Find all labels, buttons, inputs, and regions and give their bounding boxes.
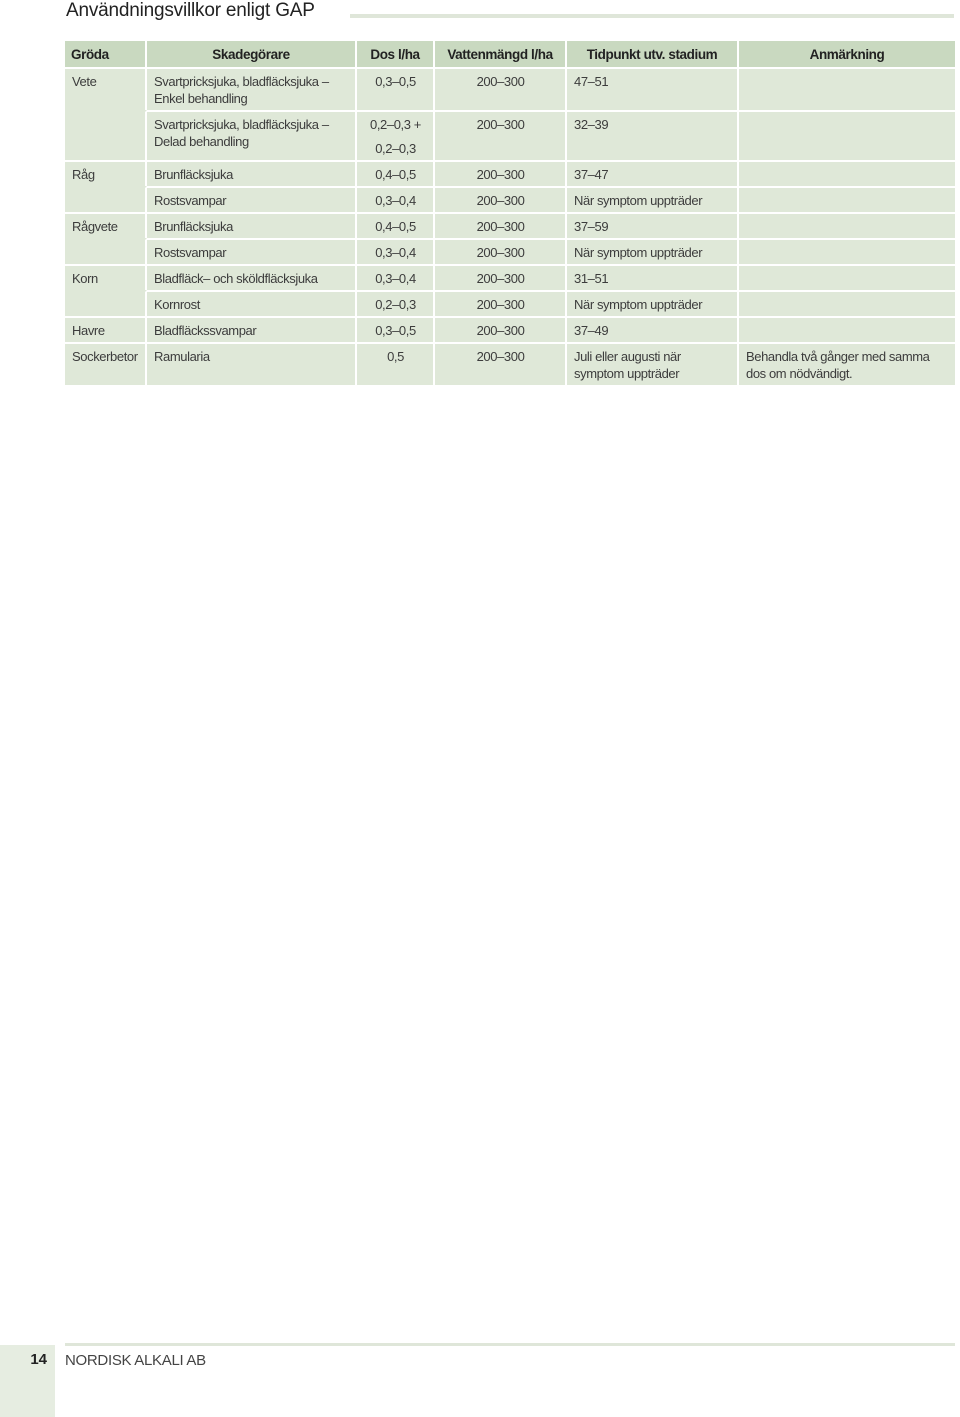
- dose-first-application: 0,2–0,3 +: [370, 117, 421, 132]
- pest-cell: Rostsvampar: [147, 238, 357, 264]
- water-cell: 200–300: [435, 264, 567, 290]
- crop-cell: [65, 238, 147, 264]
- crop-cell: [65, 110, 147, 160]
- col-header-note: Anmärkning: [739, 41, 955, 67]
- crop-cell: Korn: [65, 264, 147, 290]
- dose-cell: 0,3–0,4: [357, 264, 435, 290]
- dose-cell: [357, 110, 435, 160]
- col-header-pest: Skadegörare: [147, 41, 357, 67]
- pest-cell: Ramularia: [147, 342, 357, 385]
- timing-cell: 31–51: [567, 264, 739, 290]
- table-row: [65, 342, 955, 385]
- col-header-water: Vattenmängd l/ha: [435, 41, 567, 67]
- water-cell: 200–300: [435, 316, 567, 342]
- dose-cell: 0,5: [357, 342, 435, 385]
- water-cell: 200–300: [435, 160, 567, 186]
- table-row: [65, 160, 955, 186]
- dose-cell: 0,3–0,4: [357, 238, 435, 264]
- crop-cell: Havre: [65, 316, 147, 342]
- pest-cell: Svartpricksjuka, bladfläcksjuka – Enkel behandling: [147, 67, 357, 110]
- water-cell: 200–300: [435, 212, 567, 238]
- water-cell: 200–300: [435, 110, 567, 160]
- crop-cell: Råg: [65, 160, 147, 186]
- note-cell: [739, 186, 955, 212]
- note-cell: [739, 238, 955, 264]
- note-cell: [739, 290, 955, 316]
- timing-cell: När symptom uppträder: [567, 238, 739, 264]
- table-row: [65, 264, 955, 290]
- footer-company: NORDISK ALKALI AB: [65, 1352, 206, 1369]
- table-row: [65, 290, 955, 316]
- crop-cell: [65, 290, 147, 316]
- note-cell: [739, 110, 955, 160]
- timing-cell: 37–47: [567, 160, 739, 186]
- water-cell: 200–300: [435, 290, 567, 316]
- col-header-dose: Dos l/ha: [357, 41, 435, 67]
- note-cell: [739, 67, 955, 110]
- note-cell: [739, 212, 955, 238]
- dose-cell: 0,3–0,4: [357, 186, 435, 212]
- water-cell: 200–300: [435, 238, 567, 264]
- timing-cell: 37–49: [567, 316, 739, 342]
- page-title: Användningsvillkor enligt GAP: [66, 0, 315, 21]
- water-cell: 200–300: [435, 186, 567, 212]
- pest-cell: Bladfläck– och sköldfläcksjuka: [147, 264, 357, 290]
- page-number: 14: [30, 1351, 47, 1368]
- table-row: [65, 316, 955, 342]
- note-cell: [739, 316, 955, 342]
- timing-cell: 47–51: [567, 67, 739, 110]
- note-cell: Behandla två gånger med samma dos om nödvändigt.: [739, 342, 955, 385]
- dose-cell: 0,4–0,5: [357, 212, 435, 238]
- note-cell: [739, 264, 955, 290]
- crop-cell: [65, 186, 147, 212]
- table-row: [65, 67, 955, 110]
- table-row: [65, 238, 955, 264]
- crop-cell: Sockerbetor: [65, 342, 147, 385]
- pest-cell: Kornrost: [147, 290, 357, 316]
- pest-cell: Brunfläcksjuka: [147, 160, 357, 186]
- gap-table: [65, 41, 955, 385]
- dose-second-application: 0,2–0,3: [375, 141, 416, 156]
- table-header-row: [65, 41, 955, 67]
- table-row: [65, 110, 955, 160]
- timing-cell: När symptom uppträder: [567, 290, 739, 316]
- dose-cell: 0,2–0,3: [357, 290, 435, 316]
- col-header-crop: Gröda: [65, 41, 147, 67]
- crop-cell: Vete: [65, 67, 147, 110]
- timing-cell: 37–59: [567, 212, 739, 238]
- timing-cell: Juli eller augusti när symptom uppträder: [567, 342, 739, 385]
- water-cell: 200–300: [435, 67, 567, 110]
- footer-divider: [65, 1343, 955, 1346]
- title-divider: [350, 14, 954, 18]
- dose-cell: 0,3–0,5: [357, 67, 435, 110]
- col-header-timing: Tidpunkt utv. stadium: [567, 41, 739, 67]
- table-row: [65, 212, 955, 238]
- pest-cell: Brunfläcksjuka: [147, 212, 357, 238]
- pest-cell: Rostsvampar: [147, 186, 357, 212]
- pest-cell: Bladfläckssvampar: [147, 316, 357, 342]
- dose-cell: 0,4–0,5: [357, 160, 435, 186]
- table-row: [65, 186, 955, 212]
- dose-cell: 0,3–0,5: [357, 316, 435, 342]
- crop-cell: Rågvete: [65, 212, 147, 238]
- note-cell: [739, 160, 955, 186]
- pest-cell: Svartpricksjuka, bladfläcksjuka – Delad behandling: [147, 110, 357, 160]
- timing-cell: 32–39: [567, 110, 739, 160]
- water-cell: 200–300: [435, 342, 567, 385]
- timing-cell: När symptom uppträder: [567, 186, 739, 212]
